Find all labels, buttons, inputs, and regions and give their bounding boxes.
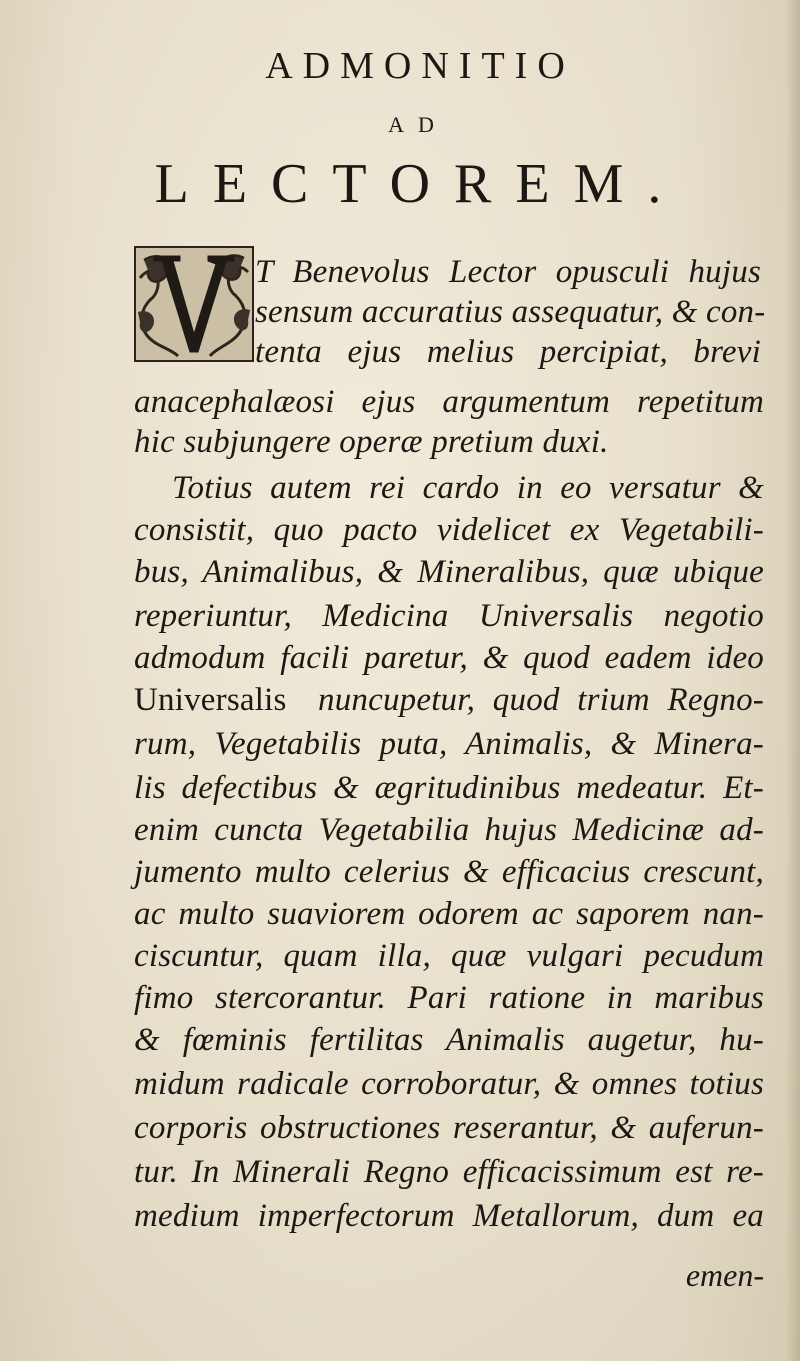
text-line-12: rum, Vegetabilis puta, Animalis, & Minera- (134, 726, 764, 762)
text-line-23: medium imperfectorum Metallorum, dum ea (134, 1198, 764, 1234)
text-word-universalis: Universalis (134, 682, 287, 718)
text-line-13: lis defectibus & ægritudinibus medeatur. Et- (134, 770, 764, 806)
text-line-5: hic subjungere operæ pretium duxi. (134, 424, 609, 460)
text-line-7: consistit, quo pacto videlicet ex Vegetabili- (134, 512, 764, 548)
text-line-14: enim cuncta Vegetabilia hujus Medicinæ ad- (134, 812, 764, 848)
text-line-21: corporis obstructiones reserantur, & auferun- (134, 1110, 764, 1146)
decorated-initial-v (134, 246, 254, 362)
text-line-15: jumento multo celerius & efficacius crescunt, (134, 854, 764, 890)
text-line-22: tur. In Minerali Regno efficacissimum est re- (134, 1154, 764, 1190)
text-line-4: anacephalæosi ejus argumentum repetitum (134, 384, 764, 420)
text-line-11: nuncupetur, quod trium Regno- (318, 682, 764, 718)
text-line-17: ciscuntur, quam illa, quæ vulgari pecudum (134, 938, 764, 974)
text-line-18: fimo stercorantur. Pari ratione in maribus (134, 980, 764, 1016)
catchword: emen- (685, 1257, 764, 1293)
heading-lectorem: LECTOREM. (154, 153, 686, 215)
text-line-10: admodum facili paretur, & quod eadem ideo (134, 640, 764, 676)
text-line-19: & fœminis fertilitas Animalis augetur, hu- (134, 1022, 764, 1058)
text-line-8: bus, Animalibus, & Mineralibus, quæ ubique (134, 554, 764, 590)
text-line-16: ac multo suaviorem odorem ac saporem nan- (134, 896, 764, 932)
text-line-9: reperiuntur, Medicina Universalis negotio (134, 598, 764, 634)
text-line-3: tenta ejus melius percipiat, brevi (255, 334, 761, 370)
heading-admonitio: ADMONITIO (265, 45, 575, 87)
initial-ornament-icon (136, 248, 252, 360)
text-line-6: Totius autem rei cardo in eo versatur & (172, 470, 764, 506)
text-line-2: sensum accuratius assequatur, & con- (255, 294, 766, 330)
text-line-1: T Benevolus Lector opusculi hujus (255, 254, 761, 290)
text-line-20: midum radicale corroboratur, & omnes totius (134, 1066, 764, 1102)
heading-ad: AD (388, 112, 448, 137)
